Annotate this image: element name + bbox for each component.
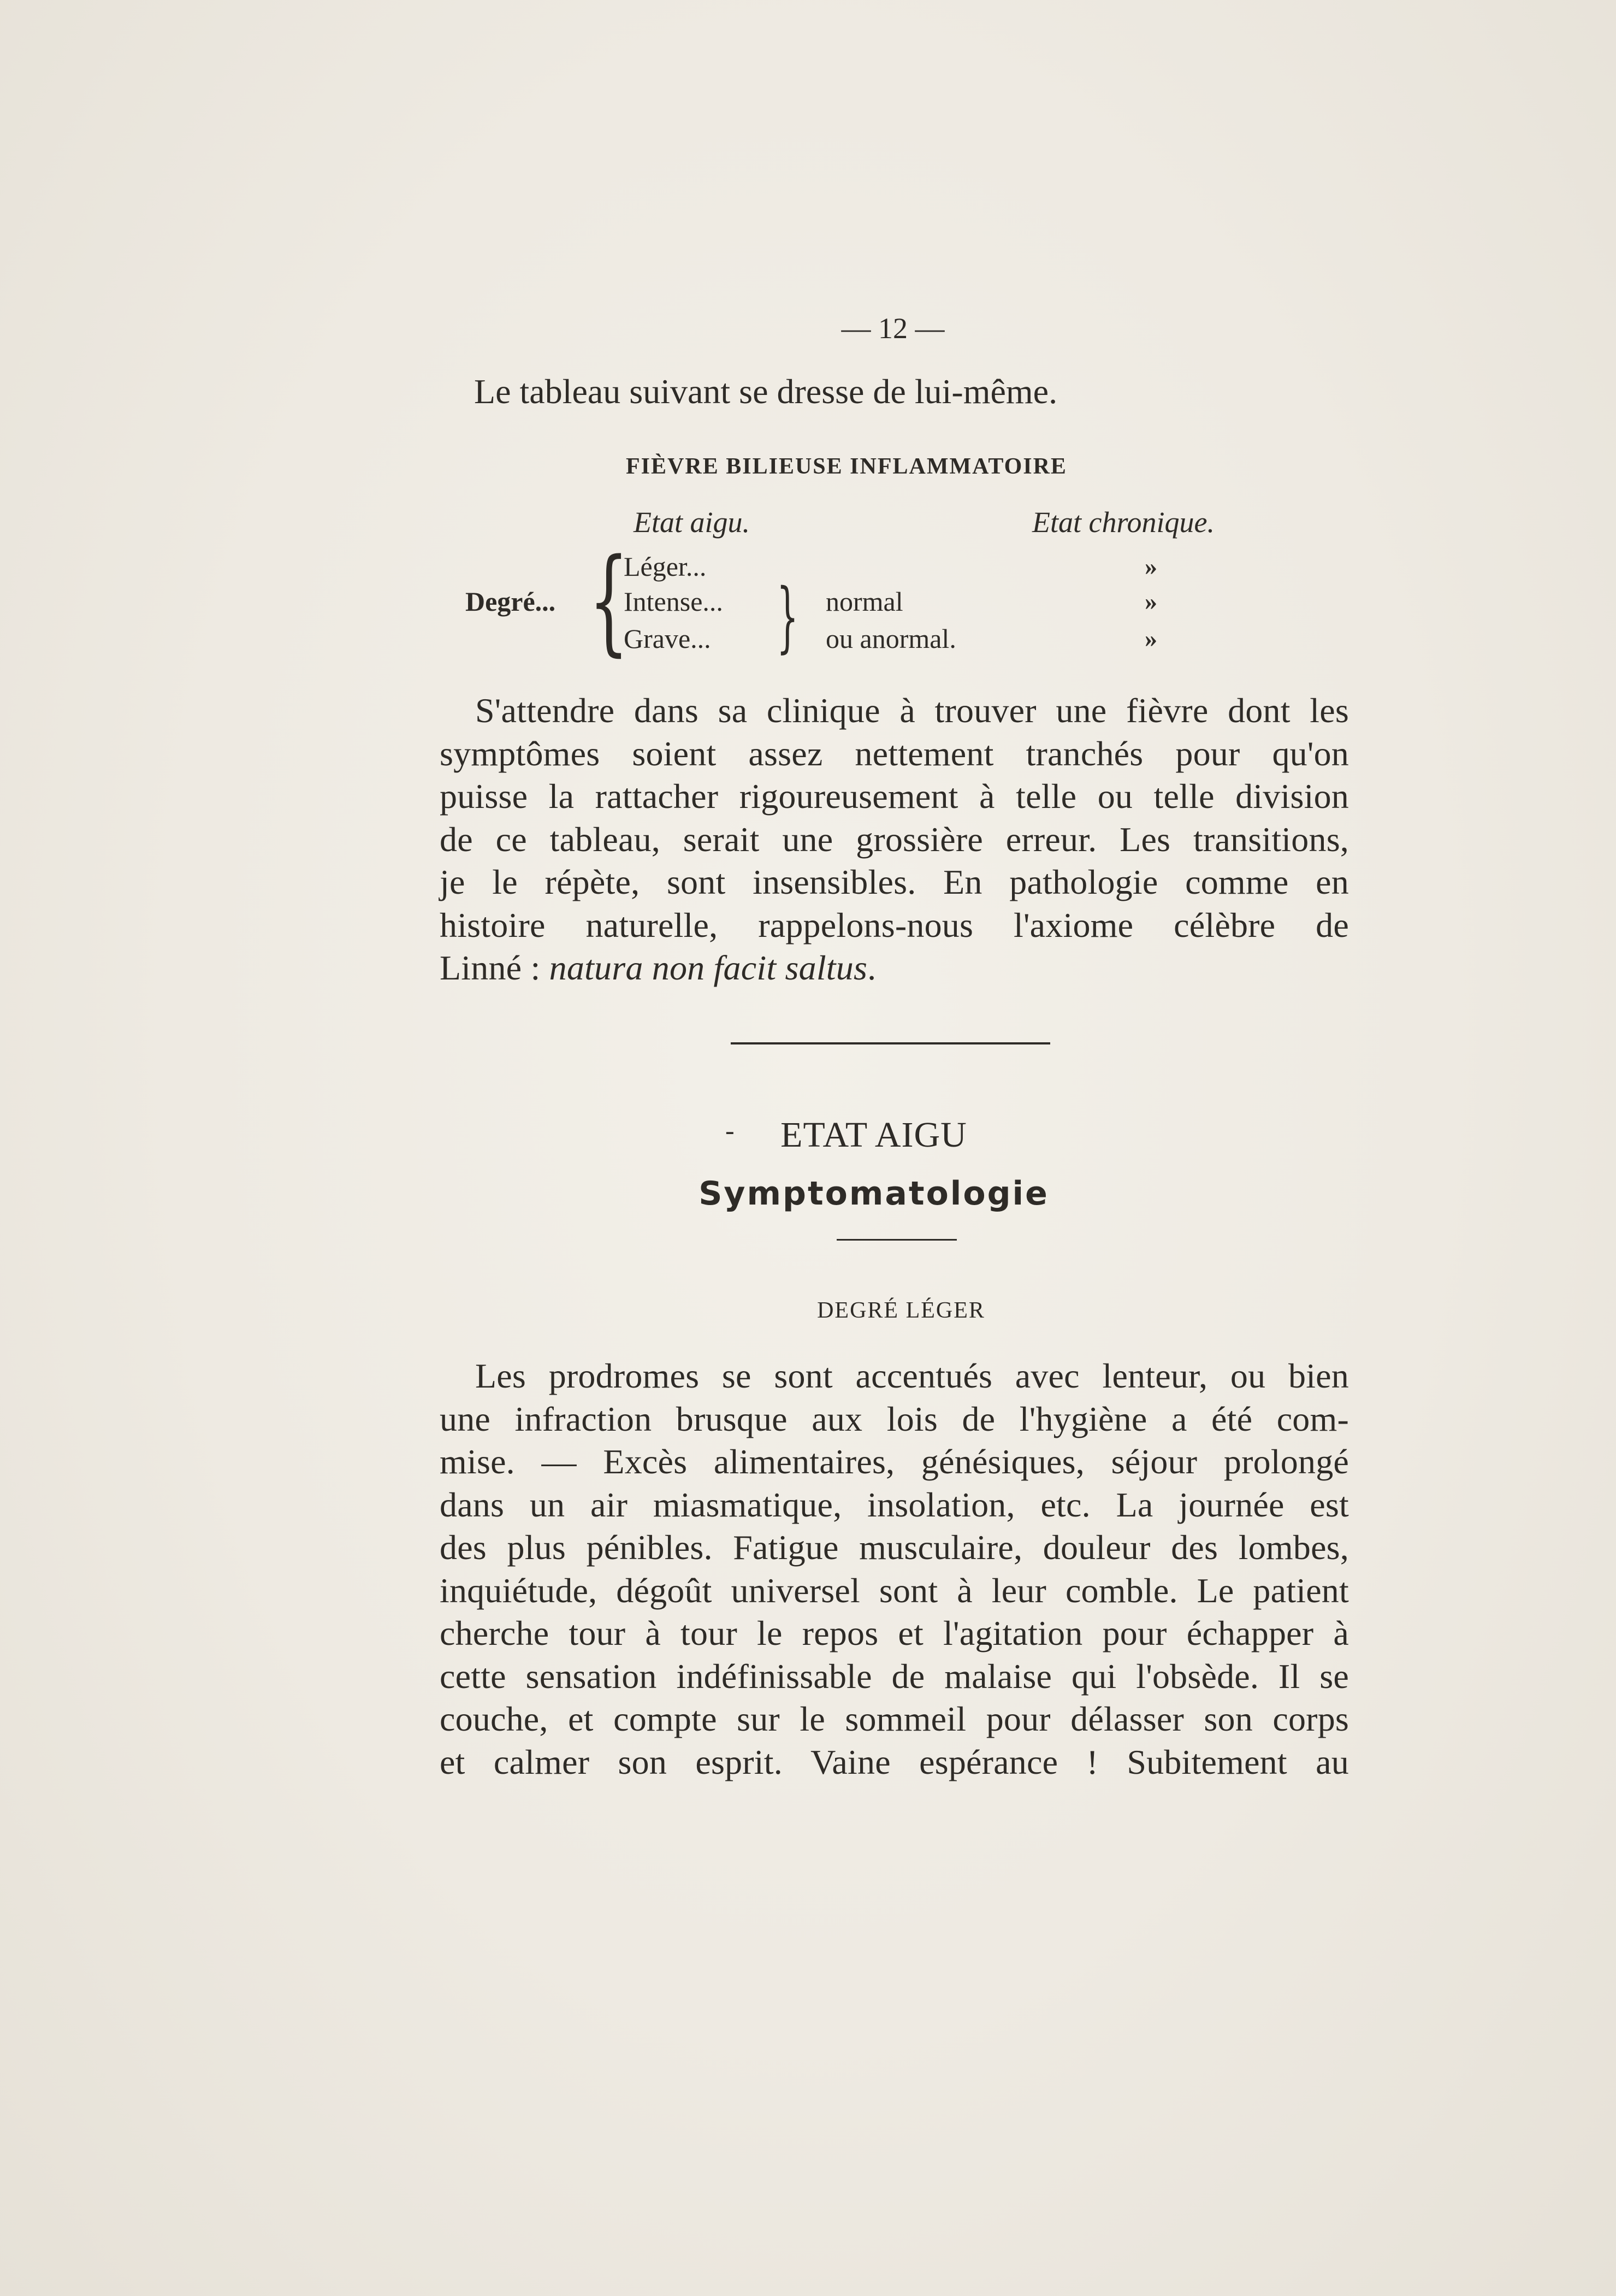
text-line: couche, et compte sur le sommeil pour délasser son corps [440,1699,1349,1738]
text-line: dans un air miasmatique, insolation, etc. La journée est [440,1485,1349,1524]
text-line: symptômes soient assez nettement tranchés pour qu'on [440,734,1349,773]
chronic-mark: » [1145,624,1157,652]
text-prefix: Linné : [440,948,549,987]
chronic-mark: » [1145,552,1157,580]
text-line: histoire naturelle, rappelons-nous l'axiome célèbre de [440,905,1349,945]
text-line: cherche tour à tour le repos et l'agitation pour échapper à [440,1614,1349,1652]
section-divider [731,1042,1050,1044]
latin-quote: natura non facit saltus [549,948,868,987]
text-line: je le répète, sont insensibles. En pathologie comme en [440,863,1349,901]
column-head-acute: Etat aigu. [634,506,750,539]
left-brace: { [589,534,629,668]
paragraph-prodromes [440,1355,1349,1784]
text-line: Les prodromes se sont accentués avec lenteur, ou bien [475,1356,1349,1395]
text-line-last [440,947,1349,990]
text-line: des plus pénibles. Fatigue musculaire, douleur des lombes, [440,1528,1349,1567]
subsection-title: DEGRÉ LÉGER [817,1298,985,1323]
column-head-chronic: Etat chronique. [1032,506,1215,539]
text-line: inquiétude, dégoût universel sont à leur comble. Le patient [440,1571,1349,1610]
text-line: une infraction brusque aux lois de l'hygiène a été com- [440,1399,1349,1438]
text-line: mise. — Excès alimentaires, génésiques, séjour prolongé [440,1442,1349,1481]
text-line: et calmer son esprit. Vaine espérance ! Subitement au [440,1742,1349,1781]
stray-mark: - [725,1115,735,1146]
section-title: ETAT AIGU [780,1115,967,1155]
page-number: — 12 — [841,312,945,345]
chronic-mark: » [1145,587,1157,615]
text-line: cette sensation indéfinissable de malaise qui l'obsède. Il se [440,1656,1349,1696]
right-brace: } [777,572,799,662]
outcome-abnormal: ou anormal. [826,623,956,654]
text-line: de ce tableau, serait une grossière erreur. Les transitions, [440,819,1349,859]
outcome-normal: normal [826,586,903,617]
table-title: FIÈVRE BILIEUSE INFLAMMATOIRE [626,454,1067,479]
grade-intense: Intense... [624,586,723,617]
text-line: puisse la rattacher rigoureusement à telle ou telle division [440,777,1349,816]
text-line: S'attendre dans sa clinique à trouver une fièvre dont les [475,691,1349,730]
text-suffix: . [867,948,877,987]
grade-severe: Grave... [624,623,711,654]
grade-light: Léger... [624,551,707,582]
degree-label: Degré... [465,586,556,617]
subtitle-divider [837,1239,957,1241]
section-subtitle: Symptomatologie [699,1174,1049,1213]
paragraph-clinical-note [440,689,1349,990]
intro-line: Le tableau suivant se dresse de lui-même. [474,372,1058,411]
